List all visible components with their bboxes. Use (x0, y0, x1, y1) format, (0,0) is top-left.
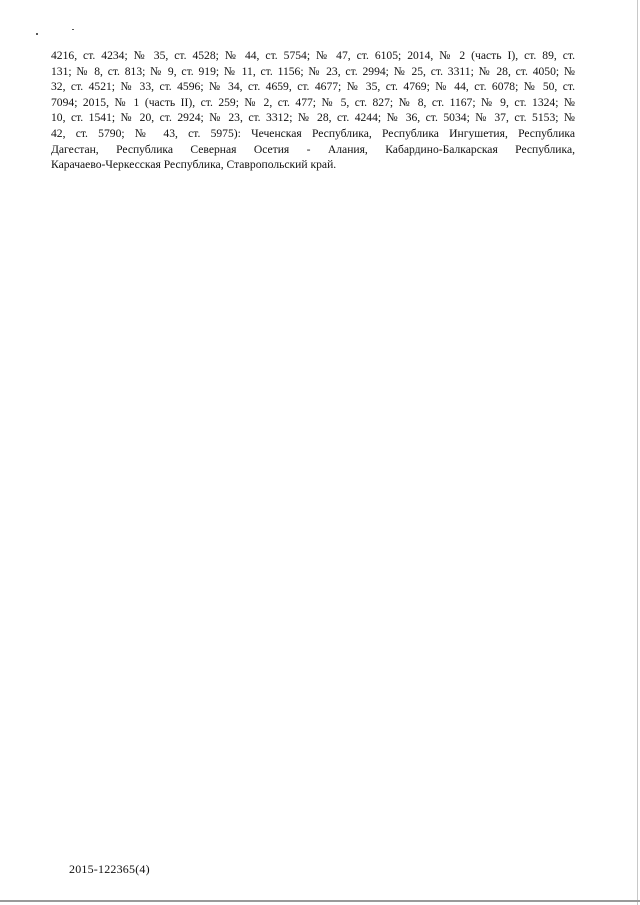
body-line: Карачаево-Черкесская Республика, Ставропольский край. (51, 158, 337, 172)
scan-edge-bottom (0, 900, 640, 902)
body-line: 32, ст. 4521; № 33, ст. 4596; № 34, ст. 4659, ст. 4677; № 35, ст. 4769; № 44, ст. 6078; № 50, ст. (51, 80, 575, 94)
body-line: 42, ст. 5790; № 43, ст. 5975): Чеченская Республика, Республика Ингушетия, Республика (51, 126, 575, 140)
body-line: 4216, ст. 4234; № 35, ст. 4528; № 44, ст. 5754; № 47, ст. 6105; 2014, № 2 (часть I), ст. 89, ст. (51, 49, 575, 62)
scan-speck (72, 29, 74, 30)
body-line: 131; № 8, ст. 813; № 9, ст. 919; № 11, ст. 1156; № 23, ст. 2994; № 25, ст. 3311; № 28, ст. 4050; № (51, 64, 575, 78)
document-number: 2015-122365(4) (69, 862, 150, 876)
body-line: Дагестан, Республика Северная Осетия - Алания, Кабардино-Балкарская Республика, (51, 142, 575, 156)
scan-speck (36, 33, 38, 35)
body-paragraph (51, 48, 575, 173)
scan-artifact-marks (36, 27, 86, 41)
body-line: 7094; 2015, № 1 (часть II), ст. 259; № 2, ст. 477; № 5, ст. 827; № 8, ст. 1167; № 9, ст. 1324; № (51, 95, 575, 109)
body-line: 10, ст. 1541; № 20, ст. 2924; № 23, ст. 3312; № 28, ст. 4244; № 36, ст. 5034; № 37, ст. 5153; № (51, 111, 575, 125)
scan-edge-right (637, 0, 638, 905)
